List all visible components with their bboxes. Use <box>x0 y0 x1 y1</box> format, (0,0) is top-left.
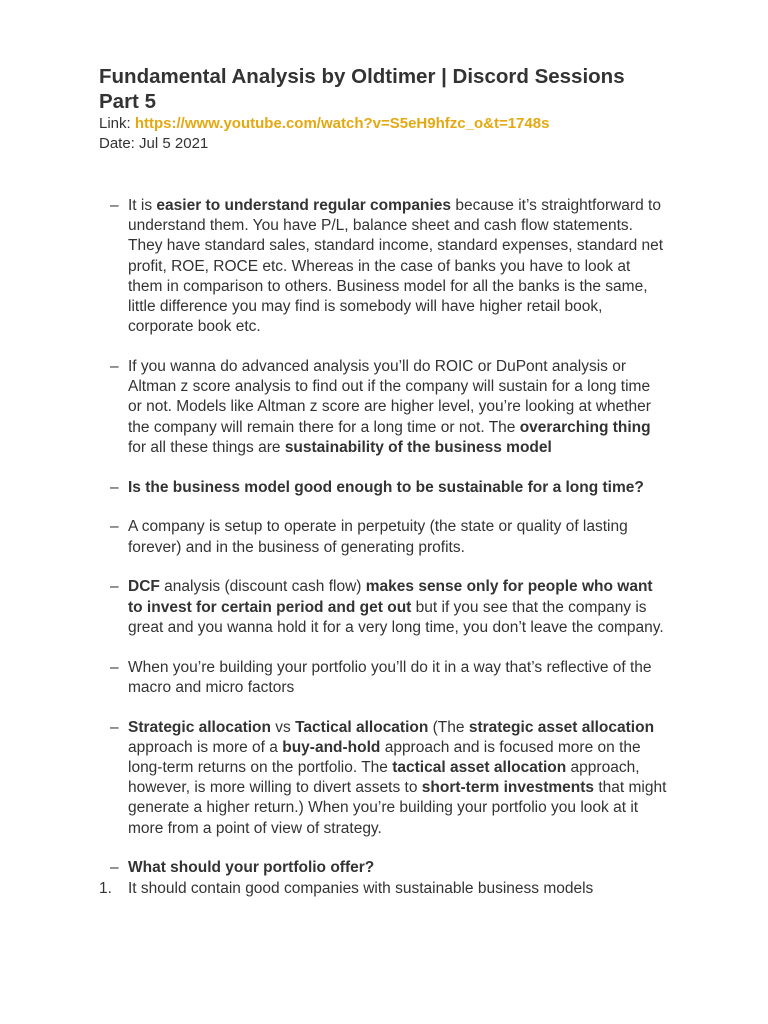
text: for all these things are <box>128 438 285 456</box>
bullet-item <box>99 478 668 498</box>
numbered-list <box>99 879 668 899</box>
text: If you wanna do advanced analysis you’ll do ROIC or DuPont analysis or Altman z score analysis to find out if the company will sustain for a long time or not. Models like Altman z score are higher level, you’re looking at whether the company will remain there for a long time or not. The <box>128 358 651 436</box>
text: analysis (discount cash flow) <box>159 578 366 596</box>
bullet-item <box>99 196 668 337</box>
document-title: Fundamental Analysis by Oldtimer | Discord Sessions Part 5 <box>99 65 625 113</box>
text: approach, however, is more willing to divert assets to <box>128 759 640 797</box>
bold-text: overarching thing <box>519 418 651 436</box>
bold-text: Tactical allocation <box>295 718 429 736</box>
text: approach and is focused more on the long-term returns on the portfolio. The <box>128 738 641 777</box>
bullet-item <box>99 858 668 878</box>
bullet-item <box>99 718 668 839</box>
bold-text: Strategic allocation <box>128 718 271 736</box>
bullet-item <box>99 658 668 698</box>
link-line <box>99 114 668 134</box>
text: approach is more of a <box>128 738 283 756</box>
bullet-dash: – <box>110 658 119 676</box>
bold-text: What should your portfolio offer? <box>128 859 375 877</box>
bullet-item <box>99 577 668 638</box>
bullet-item <box>99 517 668 557</box>
bullet-dash: – <box>110 859 119 877</box>
bold-text: buy-and-hold <box>282 738 381 756</box>
bold-text: strategic asset allocation <box>468 718 655 736</box>
bullet-list <box>99 196 668 879</box>
text: vs <box>270 718 296 736</box>
bullet-dash: – <box>110 478 119 496</box>
bullet-dash: – <box>110 358 119 376</box>
item-text: It should contain good companies with sustainable business models <box>128 879 594 897</box>
bold-text: easier to understand regular companies <box>156 197 452 214</box>
numbered-item <box>99 879 668 899</box>
bold-text: DCF <box>128 578 160 596</box>
bullet-dash: – <box>110 718 119 736</box>
bold-text: sustainability of the business model <box>284 438 552 456</box>
youtube-link[interactable]: https://www.youtube.com/watch?v=S5eH9hfzc_o&t=1748s <box>134 115 550 132</box>
text: When you’re building your portfolio you’ll do it in a way that’s reflective of the macro and micro factors <box>128 658 652 696</box>
bullet-dash: – <box>110 197 119 214</box>
text: that might generate a higher return.) When you’re building your portfolio you look at it more from a point of view of strategy. <box>128 779 667 837</box>
text: A company is setup to operate in perpetuity (the state or quality of lasting forever) and in the business of generating profits. <box>128 518 628 556</box>
bold-text: Is the business model good enough to be sustainable for a long time? <box>128 478 644 496</box>
text: because it’s straightforward to understand them. You have P/L, balance sheet and cash flow statements. They have standard sales, standard income, standard expenses, standard net profit, ROE, ROCE etc. Whereas in the case of banks you have to look at them in comparison to others. Business model for all the banks is the same, little difference you may find is somebody will have higher retail book, corporate book etc. <box>128 197 664 336</box>
text: It is <box>128 197 157 214</box>
bold-text: makes sense only for people who want to invest for certain period and get out <box>128 578 653 616</box>
text: (The <box>428 718 469 736</box>
item-number: 1. <box>99 879 112 897</box>
bullet-dash: – <box>110 518 119 536</box>
date-label: Date: <box>99 135 135 152</box>
bullet-item <box>99 357 668 458</box>
link-label: Link: <box>99 115 131 132</box>
date-line <box>99 134 668 154</box>
bullet-dash: – <box>110 578 119 596</box>
text: but if you see that the company is great and you wanna hold it for a very long time, you don’t leave the company. <box>128 598 664 636</box>
bold-text: tactical asset allocation <box>392 759 567 777</box>
date-value: Jul 5 2021 <box>139 135 209 152</box>
bold-text: short-term investments <box>421 779 595 797</box>
